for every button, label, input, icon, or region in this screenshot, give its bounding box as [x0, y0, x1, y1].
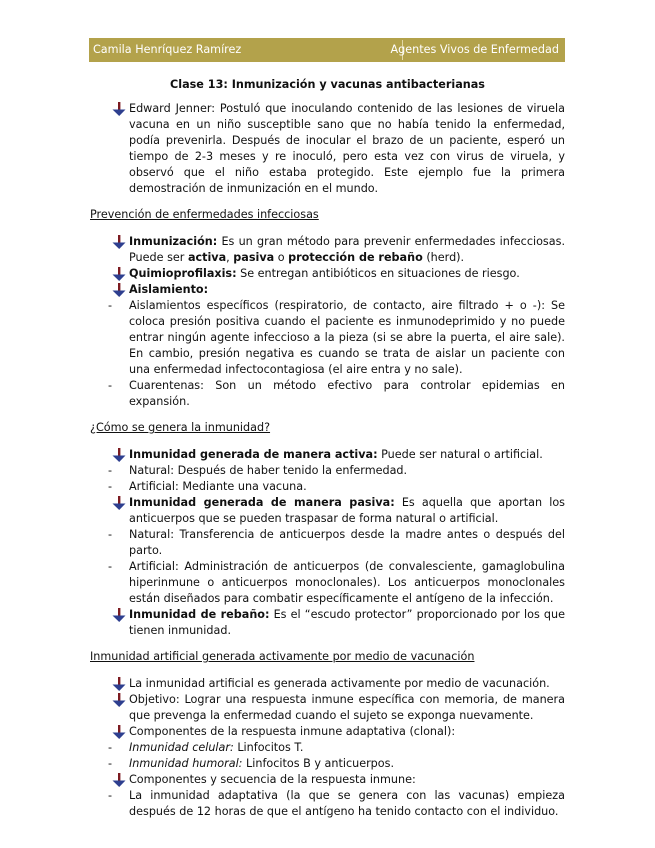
bullet-item	[90, 607, 565, 639]
arrow-bullet-icon	[111, 607, 127, 623]
arrow-bullet-icon	[111, 724, 127, 740]
item-text: ,	[226, 251, 234, 264]
item-text: Es un gran método para prevenir enfermedades infecciosas. Puede ser	[129, 235, 565, 264]
term-label: Aislamiento:	[129, 283, 209, 296]
item-text: Puede ser natural o artificial.	[377, 448, 543, 461]
item-text: Natural: Transferencia de anticuerpos desde la madre antes o después del parto.	[129, 528, 565, 557]
item-text: Cuarentenas: Son un método efectivo para controlar epidemias en expansión.	[129, 379, 565, 408]
dash-marker: -	[108, 299, 113, 312]
bullet-item	[90, 495, 565, 527]
dash-item	[90, 298, 565, 378]
term-herd: protección de rebaño	[288, 251, 423, 264]
arrow-bullet-icon	[111, 772, 127, 788]
term-label: Inmunidad generada de manera activa:	[129, 448, 378, 461]
dash-marker: -	[108, 480, 113, 493]
term-label: Inmunización:	[129, 235, 218, 248]
dash-item	[90, 378, 565, 410]
item-text: Objetivo: Lograr una respuesta inmune específica con memoria, de manera que prevenga la enfermedad cuando el sujeto se exponga nuevamente.	[129, 693, 565, 722]
bullet-item	[90, 692, 565, 724]
term-italic: Inmunidad celular:	[129, 741, 234, 754]
item-text: Linfocitos T.	[233, 741, 304, 754]
dash-item	[90, 527, 565, 559]
dash-item	[90, 756, 565, 772]
arrow-bullet-icon	[111, 234, 127, 250]
item-text: Se entregan antibióticos en situaciones de riesgo.	[236, 267, 520, 280]
bullet-item	[90, 234, 565, 266]
arrow-bullet-icon	[111, 495, 127, 511]
item-text: Es el “escudo protector” proporcionado por los que tienen inmunidad.	[129, 608, 565, 637]
arrow-bullet-icon	[111, 447, 127, 463]
item-text: (herd).	[422, 251, 465, 264]
bullet-item	[90, 772, 565, 788]
page-header	[89, 38, 565, 62]
item-text: Linfocitos B y anticuerpos.	[242, 757, 395, 770]
dash-item	[90, 740, 565, 756]
item-text: Artificial: Mediante una vacuna.	[129, 480, 307, 493]
intro-text: Edward Jenner: Postuló que inoculando contenido de las lesiones de viruela vacuna en un niño susceptible sano que no había tenido la enfermedad, podía prevenirla. Después de inocular el brazo de un paciente, esperó un tiempo de 2-3 meses y re inoculó, pero esta vez con virus de viruela, y observó que el niño estaba protegido. Este ejemplo fue la primera demostración de inmunización en el mundo.	[129, 102, 565, 195]
item-text: Natural: Después de haber tenido la enfermedad.	[129, 464, 408, 477]
arrow-bullet-icon	[111, 676, 127, 692]
item-text: Es aquella que aportan los anticuerpos que se pueden traspasar de forma natural o artificial.	[129, 496, 565, 525]
bullet-item	[90, 724, 565, 740]
dash-marker: -	[108, 560, 113, 573]
arrow-bullet-icon	[111, 282, 127, 298]
document-body	[90, 77, 565, 820]
item-text: Componentes y secuencia de la respuesta inmune:	[129, 773, 416, 786]
page-title: Clase 13: Inmunización y vacunas antibacterianas	[170, 78, 485, 91]
item-text: Artificial: Administración de anticuerpos (de convalesciente, gamaglobulina hiperinmune o anticuerpos monoclonales). Los anticuerpos monoclonales están diseñados para combatir específicamente el antígeno de la infección.	[129, 560, 565, 605]
dash-item	[90, 559, 565, 607]
dash-marker: -	[108, 528, 113, 541]
bullet-item	[90, 266, 565, 282]
dash-marker: -	[108, 741, 113, 754]
item-text: Componentes de la respuesta inmune adaptativa (clonal):	[129, 725, 456, 738]
arrow-bullet-icon	[111, 266, 127, 282]
term-label: Inmunidad generada de manera pasiva:	[129, 496, 395, 509]
bullet-item	[90, 676, 565, 692]
dash-marker: -	[108, 789, 113, 802]
dash-item	[90, 479, 565, 495]
item-text: o	[274, 251, 289, 264]
term-passive: pasiva	[233, 251, 275, 264]
term-italic: Inmunidad humoral:	[129, 757, 243, 770]
section-heading: Prevención de enfermedades infecciosas	[90, 208, 319, 221]
dash-marker: -	[108, 757, 113, 770]
header-subject: Agentes Vivos de Enfermedad	[390, 43, 559, 56]
section-heading: Inmunidad artificial generada activamente por medio de vacunación	[90, 650, 475, 663]
dash-marker: -	[108, 379, 113, 392]
bullet-item	[90, 447, 565, 463]
section-heading: ¿Cómo se genera la inmunidad?	[90, 421, 271, 434]
item-text: La inmunidad artificial es generada activamente por medio de vacunación.	[129, 677, 550, 690]
bullet-item	[90, 101, 565, 197]
bullet-item	[90, 282, 565, 298]
dash-item	[90, 463, 565, 479]
arrow-bullet-icon	[111, 692, 127, 708]
item-text: Aislamientos específicos (respiratorio, de contacto, aire filtrado + o -): Se coloca presión positiva cuando el paciente es inmunodeprimido y no puede entrar ningún agente infeccioso a la pieza (si se abre la puerta, el aire sale). En cambio, presión negativa es cuando se trata de aislar un paciente con una enfermedad infectocontagiosa (el aire entra y no sale).	[129, 299, 565, 376]
term-label: Inmunidad de rebaño:	[129, 608, 270, 621]
item-text: La inmunidad adaptativa (la que se genera con las vacunas) empieza después de 12 horas de que el antígeno ha tenido contacto con el individuo.	[129, 789, 565, 818]
dash-marker: -	[108, 464, 113, 477]
dash-item	[90, 788, 565, 820]
term-label: Quimioprofilaxis:	[129, 267, 237, 280]
term-active: activa	[187, 251, 227, 264]
header-author: Camila Henríquez Ramírez	[93, 43, 242, 56]
arrow-bullet-icon	[111, 101, 127, 117]
